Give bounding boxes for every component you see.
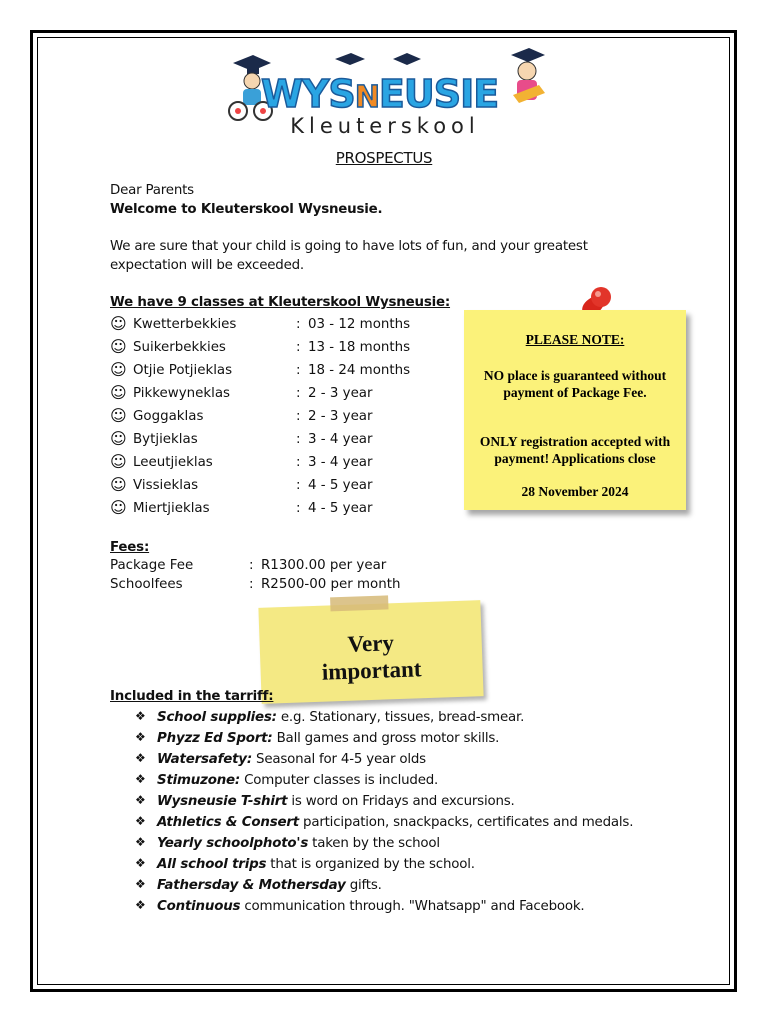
intro-line-2: expectation will be exceeded. bbox=[110, 258, 304, 273]
class-colon: : bbox=[296, 409, 301, 424]
page-title: PROSPECTUS bbox=[335, 149, 433, 167]
diamond-bullet-icon: ❖ bbox=[135, 898, 146, 912]
fee-label: Package Fee bbox=[110, 558, 194, 573]
smiley-icon: ☺ bbox=[110, 452, 127, 471]
included-heading: Included in the tarriff: bbox=[110, 689, 274, 704]
smiley-icon: ☺ bbox=[110, 429, 127, 448]
included-item-detail: participation, snackpacks, certificates and medals. bbox=[298, 815, 634, 830]
class-age: 2 - 3 year bbox=[308, 409, 373, 424]
diamond-bullet-icon: ❖ bbox=[135, 835, 146, 849]
smiley-icon: ☺ bbox=[110, 498, 127, 517]
class-colon: : bbox=[296, 363, 301, 378]
included-item-text bbox=[157, 815, 633, 830]
class-name: Leeutjieklas bbox=[133, 455, 213, 470]
classes-heading: We have 9 classes at Kleuterskool Wysneusie: bbox=[110, 295, 451, 310]
diamond-bullet-icon: ❖ bbox=[135, 877, 146, 891]
included-item-title: Continuous bbox=[157, 899, 241, 914]
very-important-line-1: Very bbox=[347, 630, 395, 657]
fee-colon: : bbox=[249, 558, 254, 573]
included-item-title: Stimuzone: bbox=[157, 773, 241, 788]
fee-value: R2500-00 per month bbox=[261, 577, 401, 592]
included-item-text bbox=[157, 731, 499, 746]
class-name: Bytjieklas bbox=[133, 432, 198, 447]
included-item-text bbox=[157, 857, 475, 872]
diamond-bullet-icon: ❖ bbox=[135, 751, 146, 765]
smiley-icon: ☺ bbox=[110, 360, 127, 379]
class-colon: : bbox=[296, 501, 301, 516]
note-heading: PLEASE NOTE: bbox=[525, 332, 625, 347]
class-colon: : bbox=[296, 386, 301, 401]
included-item-title: School supplies: bbox=[157, 710, 277, 725]
welcome-line: Welcome to Kleuterskool Wysneusie. bbox=[110, 202, 383, 217]
included-item-text bbox=[157, 752, 426, 767]
class-age: 03 - 12 months bbox=[308, 317, 411, 332]
diamond-bullet-icon: ❖ bbox=[135, 814, 146, 828]
class-name: Goggaklas bbox=[133, 409, 204, 424]
included-item-detail: communication through. "Whatsapp" and Facebook. bbox=[240, 899, 585, 914]
fee-colon: : bbox=[249, 577, 254, 592]
greeting: Dear Parents bbox=[110, 183, 194, 198]
class-colon: : bbox=[296, 455, 301, 470]
included-item-title: Athletics & Consert bbox=[157, 815, 299, 830]
smiley-icon: ☺ bbox=[110, 475, 127, 494]
class-age: 13 - 18 months bbox=[308, 340, 411, 355]
school-logo bbox=[225, 45, 550, 140]
note-date: 28 November 2024 bbox=[521, 484, 629, 499]
smiley-icon: ☺ bbox=[110, 314, 127, 333]
fee-row bbox=[110, 577, 401, 592]
class-name: Vissieklas bbox=[133, 478, 199, 493]
class-name: Miertjieklas bbox=[133, 501, 210, 516]
tape-strip bbox=[330, 595, 388, 611]
included-item-text bbox=[157, 710, 524, 725]
class-name: Otjie Potjieklas bbox=[133, 363, 233, 378]
included-item-title: Yearly schoolphoto's bbox=[157, 836, 309, 851]
included-item-detail: Seasonal for 4-5 year olds bbox=[251, 752, 426, 767]
class-name: Kwetterbekkies bbox=[133, 317, 237, 332]
included-item-detail: Computer classes is included. bbox=[240, 773, 439, 788]
svg-text:Kleuterskool: Kleuterskool bbox=[290, 114, 480, 138]
note-paragraph-2: ONLY registration accepted with payment! Applications close bbox=[479, 434, 671, 466]
smiley-icon: ☺ bbox=[110, 383, 127, 402]
fee-value: R1300.00 per year bbox=[261, 558, 387, 573]
sticky-note bbox=[464, 310, 686, 510]
diamond-bullet-icon: ❖ bbox=[135, 793, 146, 807]
included-item-title: Wysneusie T-shirt bbox=[157, 794, 288, 809]
note-paragraph-1: NO place is guaranteed without payment of Package Fee. bbox=[483, 368, 667, 400]
very-important-note bbox=[258, 600, 483, 704]
diamond-bullet-icon: ❖ bbox=[135, 709, 146, 723]
class-age: 4 - 5 year bbox=[308, 478, 373, 493]
included-item-text bbox=[157, 899, 585, 914]
included-item-detail: taken by the school bbox=[308, 836, 440, 851]
class-colon: : bbox=[296, 340, 301, 355]
included-item-text bbox=[157, 794, 515, 809]
smiley-icon: ☺ bbox=[110, 337, 127, 356]
fees-heading: Fees: bbox=[110, 540, 150, 555]
diamond-bullet-icon: ❖ bbox=[135, 856, 146, 870]
class-colon: : bbox=[296, 478, 301, 493]
class-age: 3 - 4 year bbox=[308, 432, 373, 447]
class-name: Suikerbekkies bbox=[133, 340, 226, 355]
included-item-text bbox=[157, 773, 438, 788]
included-item-text bbox=[157, 836, 440, 851]
included-item-text bbox=[157, 878, 382, 893]
included-item-title: Phyzz Ed Sport: bbox=[157, 731, 273, 746]
included-item-title: Watersafety: bbox=[157, 752, 252, 767]
class-age: 18 - 24 months bbox=[308, 363, 411, 378]
class-name: Pikkewyneklas bbox=[133, 386, 231, 401]
very-important-line-2: important bbox=[321, 656, 422, 685]
diamond-bullet-icon: ❖ bbox=[135, 730, 146, 744]
included-item-detail: gifts. bbox=[345, 878, 382, 893]
class-age: 2 - 3 year bbox=[308, 386, 373, 401]
included-item-title: All school trips bbox=[157, 857, 267, 872]
included-item-detail: that is organized by the school. bbox=[266, 857, 475, 872]
class-colon: : bbox=[296, 432, 301, 447]
included-item-detail: Ball games and gross motor skills. bbox=[272, 731, 500, 746]
svg-text:WYSNEUSIE: WYSNEUSIE bbox=[261, 72, 499, 116]
class-age: 3 - 4 year bbox=[308, 455, 373, 470]
included-item-title: Fathersday & Mothersday bbox=[157, 878, 346, 893]
fee-label: Schoolfees bbox=[110, 577, 183, 592]
class-age: 4 - 5 year bbox=[308, 501, 373, 516]
intro-line-1: We are sure that your child is going to have lots of fun, and your greatest bbox=[110, 239, 588, 254]
class-colon: : bbox=[296, 317, 301, 332]
included-item-detail: e.g. Stationary, tissues, bread-smear. bbox=[276, 710, 525, 725]
included-item-detail: is word on Fridays and excursions. bbox=[287, 794, 515, 809]
fee-row bbox=[110, 558, 387, 573]
smiley-icon: ☺ bbox=[110, 406, 127, 425]
diamond-bullet-icon: ❖ bbox=[135, 772, 146, 786]
kid-reading-icon bbox=[511, 48, 545, 103]
